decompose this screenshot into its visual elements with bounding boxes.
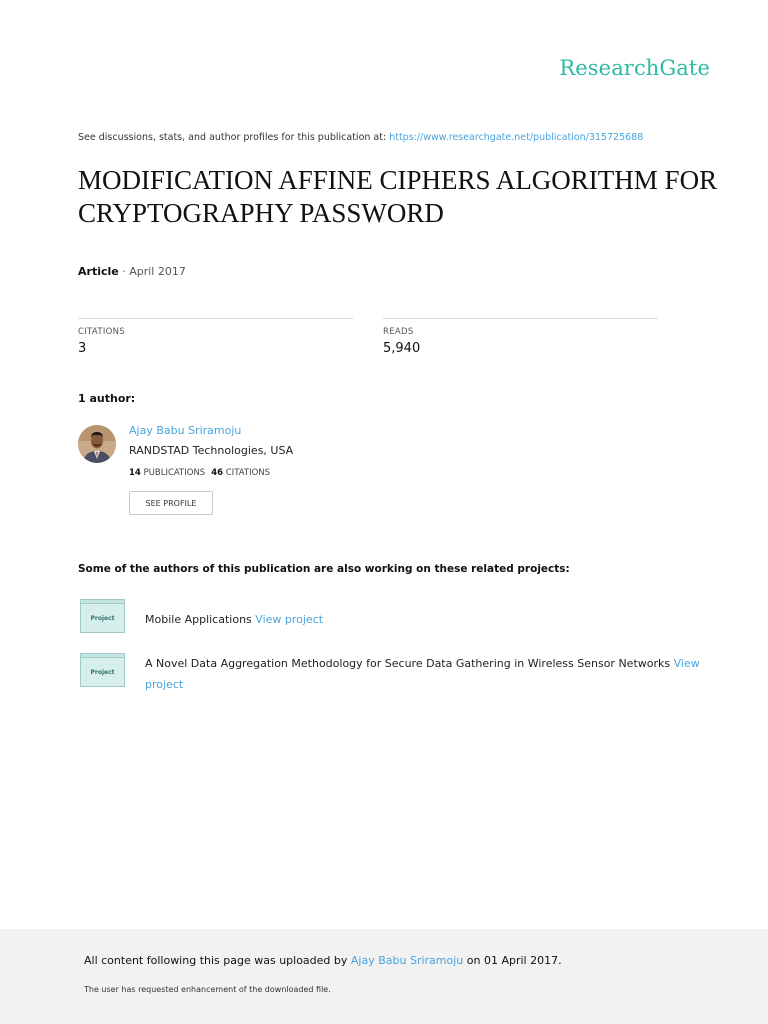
- project-title: A Novel Data Aggregation Methodology for Secure Data Gathering in Wireless Sensor Networks: [145, 657, 674, 670]
- reads-value: 5,940: [383, 341, 421, 356]
- folder-body: [80, 657, 125, 687]
- author-citations-label: CITATIONS: [225, 468, 271, 478]
- uploader-link[interactable]: Ajay Babu Sriramoju: [350, 954, 464, 967]
- author-institution: RANDSTAD Technologies, USA: [129, 444, 294, 457]
- reads-stat: [383, 318, 658, 356]
- enhancement-note: The user has requested enhancement of the downloaded file.: [84, 985, 331, 994]
- discussions-text: See discussions, stats, and author profiles for this publication at:: [78, 132, 390, 143]
- upload-suffix: on 01 April 2017.: [463, 954, 562, 967]
- project-title: Mobile Applications: [145, 613, 256, 626]
- author-publications-count: 14: [129, 468, 141, 478]
- citations-value: 3: [78, 341, 87, 356]
- project-icon-label: Project: [90, 668, 115, 676]
- folder-body: [80, 603, 125, 633]
- author-publications-label: PUBLICATIONS: [143, 468, 206, 478]
- see-profile-button[interactable]: SEE PROFILE: [129, 491, 213, 515]
- view-project-link[interactable]: View project: [145, 657, 700, 691]
- discussions-line: [78, 132, 643, 143]
- publication-title: MODIFICATION AFFINE CIPHERS ALGORITHM FOR CRYPTOGRAPHY PASSWORD: [78, 165, 718, 228]
- researchgate-logo[interactable]: ResearchGate: [559, 56, 710, 80]
- publication-url-link[interactable]: https://www.researchgate.net/publication/315725688: [389, 132, 644, 143]
- author-avatar[interactable]: [78, 425, 116, 463]
- authors-heading: 1 author:: [78, 392, 136, 405]
- view-project-link[interactable]: View project: [255, 613, 324, 626]
- publication-type: Article: [78, 265, 119, 278]
- publication-date: · April 2017: [118, 265, 186, 278]
- project-item: [145, 609, 705, 630]
- reads-label: READS: [383, 327, 414, 337]
- project-item: [145, 653, 705, 695]
- project-folder-icon[interactable]: [80, 653, 125, 687]
- related-projects-heading: Some of the authors of this publication are also working on these related projects:: [78, 563, 570, 575]
- project-icon-label: Project: [90, 614, 115, 622]
- project-folder-icon[interactable]: [80, 599, 125, 633]
- upload-footer: [0, 929, 768, 1024]
- publication-meta: [78, 265, 186, 278]
- author-citations-count: 46: [211, 468, 224, 478]
- upload-prefix: All content following this page was uploaded by: [84, 954, 351, 967]
- citations-label: CITATIONS: [78, 327, 125, 337]
- author-name-link[interactable]: Ajay Babu Sriramoju: [129, 424, 242, 437]
- citations-stat: [78, 318, 353, 356]
- avatar-portrait-icon: [78, 425, 116, 463]
- upload-line: [84, 954, 562, 967]
- author-stats: [129, 468, 270, 478]
